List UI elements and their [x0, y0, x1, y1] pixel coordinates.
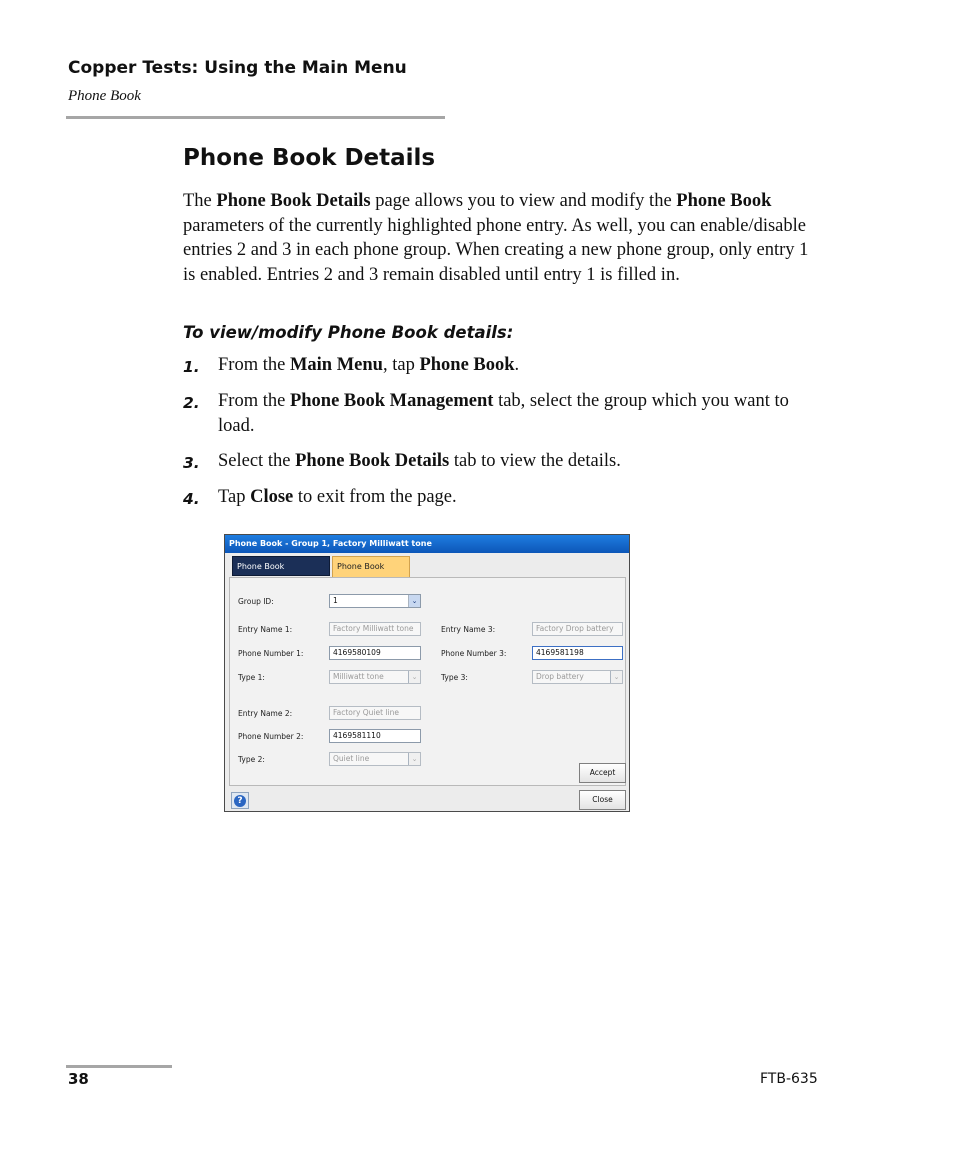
- entry-name-1-label: Entry Name 1:: [238, 625, 293, 634]
- step-4: 4. Tap Close to exit from the page.: [183, 485, 823, 510]
- chevron-down-icon: ⌄: [408, 595, 420, 607]
- running-header-subtitle: Phone Book: [68, 88, 141, 104]
- phone-number-3-field[interactable]: 4169581198: [532, 646, 623, 660]
- group-id-select[interactable]: 1 ⌄: [329, 594, 421, 608]
- procedure-title: To view/modify Phone Book details:: [183, 323, 514, 342]
- footer-rule: [66, 1065, 172, 1068]
- type-3-select[interactable]: Drop battery ⌄: [532, 670, 623, 684]
- group-id-label: Group ID:: [238, 597, 274, 606]
- chevron-down-icon: ⌄: [610, 671, 622, 683]
- type-1-select[interactable]: Milliwatt tone ⌄: [329, 670, 421, 684]
- type-2-select[interactable]: Quiet line ⌄: [329, 752, 421, 766]
- phone-number-1-field[interactable]: 4169580109: [329, 646, 421, 660]
- entry-name-3-field[interactable]: Factory Drop battery: [532, 622, 623, 636]
- phone-number-3-label: Phone Number 3:: [441, 649, 507, 658]
- entry-name-3-label: Entry Name 3:: [441, 625, 496, 634]
- tab-phone-book-details[interactable]: Phone Book: [332, 556, 410, 578]
- accept-button[interactable]: Accept: [579, 763, 626, 783]
- phone-number-2-field[interactable]: 4169581110: [329, 729, 421, 743]
- details-panel: [229, 577, 626, 786]
- chevron-down-icon: ⌄: [408, 671, 420, 683]
- help-button[interactable]: [231, 792, 249, 809]
- step-number: 1.: [183, 358, 200, 376]
- entry-name-2-field[interactable]: Factory Quiet line: [329, 706, 421, 720]
- chevron-down-icon: ⌄: [408, 753, 420, 765]
- running-header-title: Copper Tests: Using the Main Menu: [68, 58, 407, 78]
- question-icon: ?: [234, 795, 246, 807]
- type-3-label: Type 3:: [441, 673, 468, 682]
- header-rule: [66, 116, 445, 119]
- phone-book-window: [224, 534, 630, 812]
- step-2: 2. From the Phone Book Management tab, select the group which you want to load.: [183, 391, 789, 436]
- close-button[interactable]: Close: [579, 790, 626, 810]
- tab-phone-book-management[interactable]: Phone Book: [232, 556, 330, 576]
- type-1-label: Type 1:: [238, 673, 265, 682]
- step-number: 4.: [183, 490, 200, 508]
- step-3: 3. Select the Phone Book Details tab to view the details.: [183, 449, 823, 474]
- step-number: 3.: [183, 454, 200, 472]
- phone-number-2-label: Phone Number 2:: [238, 732, 304, 741]
- entry-name-2-label: Entry Name 2:: [238, 709, 293, 718]
- step-1: 1. From the Main Menu, tap Phone Book.: [183, 353, 823, 378]
- intro-paragraph: The Phone Book Details page allows you to view and modify the Phone Book parameters of the currently highlighted phone entry. As well, you can enable/disable entries 2 and 3 in each phone group. When creating a new phone group, only entry 1 is enabled. Entries 2 and 3 remain disabled until entry 1 is filled in.: [183, 191, 809, 285]
- product-name: FTB-635: [760, 1071, 818, 1087]
- type-2-label: Type 2:: [238, 755, 265, 764]
- page-number: 38: [68, 1070, 89, 1088]
- step-number: 2.: [183, 394, 200, 412]
- section-title: Phone Book Details: [183, 145, 436, 171]
- window-title: Phone Book - Group 1, Factory Milliwatt tone: [225, 535, 629, 553]
- phone-number-1-label: Phone Number 1:: [238, 649, 304, 658]
- entry-name-1-field[interactable]: Factory Milliwatt tone: [329, 622, 421, 636]
